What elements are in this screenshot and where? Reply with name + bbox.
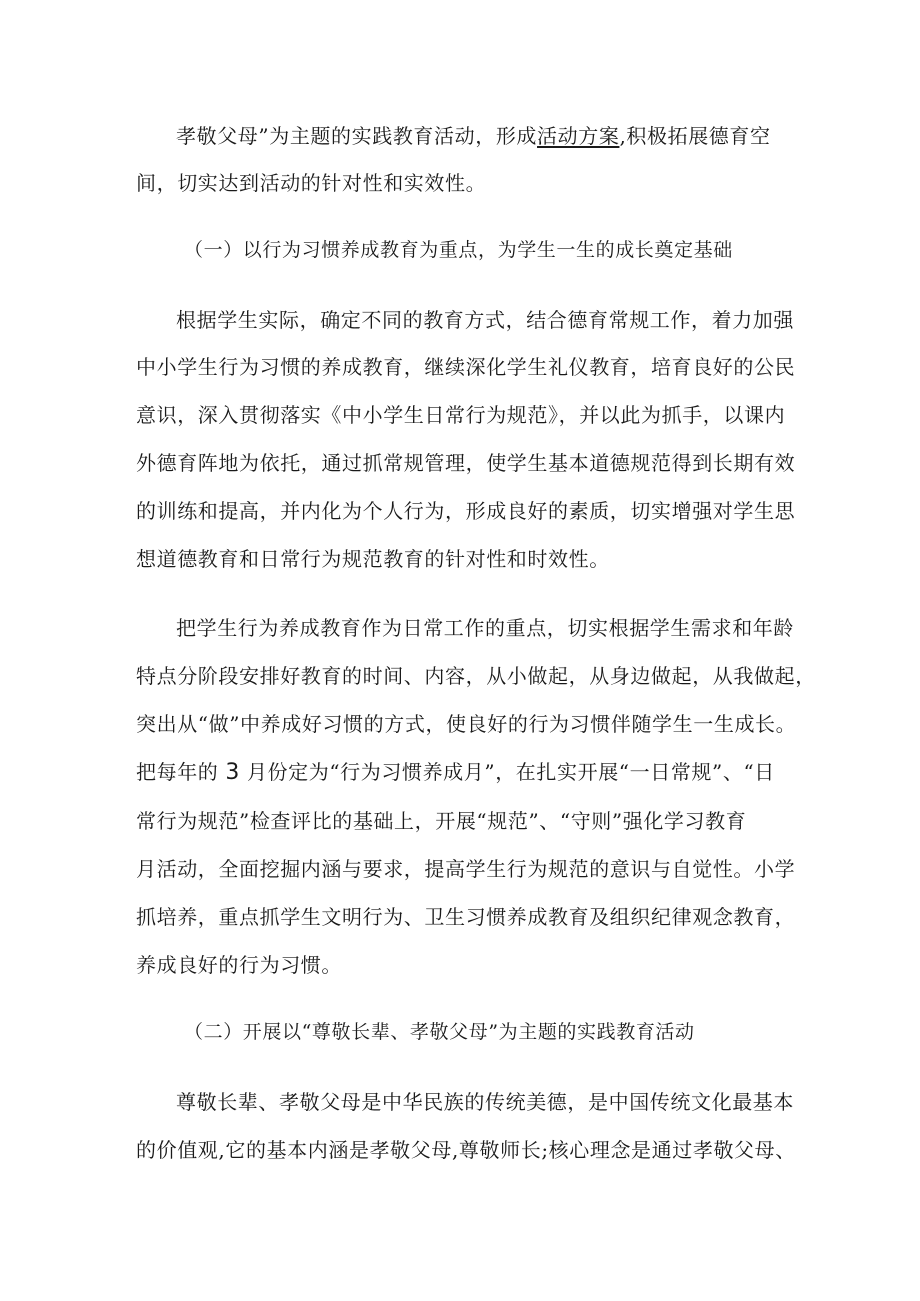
- para1-line-6: 想道德教育和日常行为规范教育的针对性和时效性。: [136, 547, 610, 571]
- para1-line-5: 的训练和提高，并内化为个人行为，形成良好的素质，切实增强对学生思: [136, 499, 796, 523]
- para3-line-1: 尊敬长辈、孝敬父母是中华民族的传统美德，是中国传统文化最基本: [176, 1090, 794, 1114]
- para1-line-2: 中小学生行为习惯的养成教育，继续深化学生礼仪教育，培育良好的公民: [136, 355, 796, 379]
- para2-line-4: [136, 758, 775, 787]
- para3-line-2: 的价值观,它的基本内涵是孝敬父母,尊敬师长;核心理念是通过孝敬父母、: [136, 1138, 796, 1162]
- activity-plan-link[interactable]: 活动方案: [537, 124, 620, 148]
- section-heading-2: （二）开展以“尊敬长辈、孝敬父母”为主题的实践教育活动: [184, 1021, 695, 1043]
- intro-text-a: 孝敬父母”为主题的实践教育活动，形成: [176, 124, 538, 148]
- para1-line-1: 根据学生实际，确定不同的教育方式，结合德育常规工作，着力加强: [176, 308, 794, 332]
- para2-line-5: 常行为规范”检查评比的基础上，开展“规范”、“守则”强化学习教育: [136, 809, 747, 833]
- para2-line-3: 突出从“做”中养成好习惯的方式，使良好的行为习惯伴随学生一生成长。: [136, 712, 797, 736]
- para2-line-1: 把学生行为养成教育作为日常工作的重点，切实根据学生需求和年龄: [176, 616, 794, 640]
- para2-line-4-text-b: 月份定为“行为习惯养成月”，在扎实开展“一日常规”、“日: [246, 760, 775, 784]
- para2-line-6: 月活动，全面挖掘内涵与要求，提高学生行为规范的意识与自觉性。小学: [136, 857, 796, 881]
- para2-line-2: 特点分阶段安排好教育的时间、内容，从小做起，从身边做起，从我做起，: [136, 664, 816, 688]
- para1-line-4: 外德育阵地为依托，通过抓常规管理，使学生基本道德规范得到长期有效: [136, 451, 796, 475]
- intro-line-2: 间，切实达到活动的针对性和实效性。: [136, 171, 487, 195]
- section-heading-1: （一）以行为习惯养成教育为重点，为学生一生的成长奠定基础: [184, 239, 733, 261]
- para2-line-7: 抓培养，重点抓学生文明行为、卫生习惯养成教育及组织纪律观念教育，: [136, 905, 796, 929]
- intro-text-b: ,积极拓展德育空: [619, 124, 771, 148]
- para2-line-8: 养成良好的行为习惯。: [136, 953, 342, 977]
- intro-line-1: [176, 122, 771, 150]
- month-number: 3: [225, 760, 240, 785]
- para2-line-4-text-a: 把每年的: [136, 760, 219, 784]
- para1-line-3: 意识，深入贯彻落实《中小学生日常行为规范》，并以此为抓手，以课内: [136, 403, 786, 427]
